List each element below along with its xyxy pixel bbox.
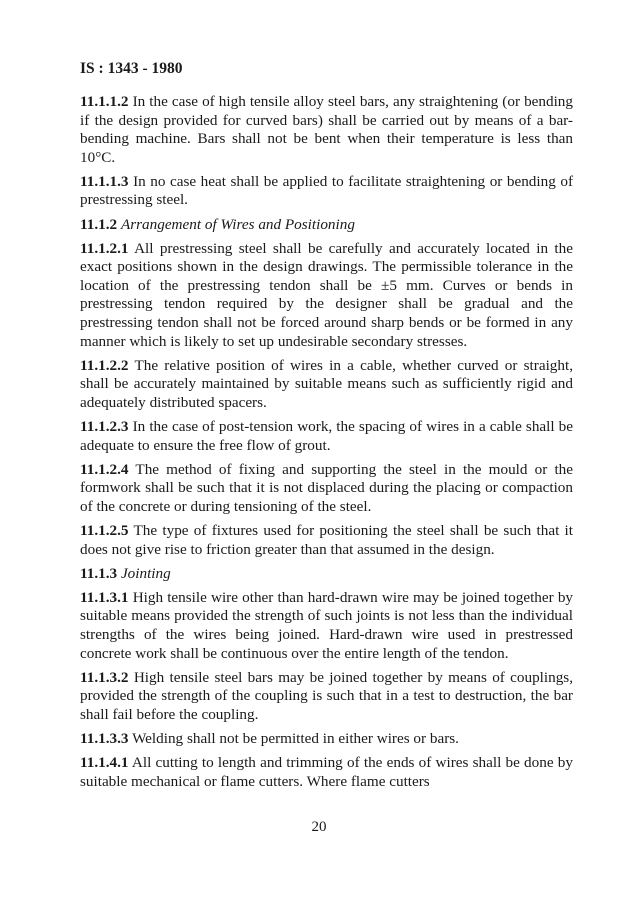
clause-number: 11.1.2.4 (80, 460, 129, 478)
clause-number: 11.1.3.3 (80, 729, 129, 747)
clause-11-1-4-1 (80, 754, 573, 791)
clause-11-1-3-1 (80, 589, 573, 663)
page-number: 20 (311, 819, 327, 835)
clause-11-1-2-4 (80, 461, 573, 517)
clause-11-1-2-1 (80, 240, 573, 352)
section-title: Jointing (120, 564, 171, 582)
document-page (80, 60, 573, 797)
clause-text: High tensile steel bars may be joined together by means of couplings, provided the strength of the coupling is such that in a test to destruction, the bar shall fail before the coupling. (80, 668, 574, 723)
clause-11-1-3-2 (80, 669, 573, 725)
standard-header: IS : 1343 - 1980 (80, 60, 183, 77)
clause-number: 11.1.4.1 (80, 754, 129, 771)
clause-text: In the case of high tensile alloy steel bars, any straightening (or bending if the design provided for curved bars) shall be carried out by means of a bar-bending machine. Bars shall not be bent when their temperature is less than 10°C. (80, 93, 573, 166)
clause-number: 11.1.1.3 (80, 172, 129, 190)
clause-11-1-2-3 (80, 418, 573, 455)
clause-number: 11.1.1.2 (80, 93, 129, 110)
clause-11-1-1-3 (80, 173, 573, 210)
clause-11-1-2-5 (80, 522, 573, 559)
clause-number: 11.1.3.2 (80, 668, 129, 686)
clause-text: Welding shall not be permitted in either wires or bars. (132, 729, 459, 747)
clause-11-1-1-2 (80, 93, 573, 167)
section-title: Arrangement of Wires and Positioning (120, 215, 355, 233)
clause-11-1-3-3 (80, 730, 573, 749)
section-11-1-3-heading (80, 565, 573, 584)
clause-text: The relative position of wires in a cable, whether curved or straight, shall be accurately maintained by suitable means such as sufficiently rigid and adequately distributed spacers. (80, 356, 573, 411)
clause-number: 11.1.2.5 (80, 521, 129, 539)
section-number: 11.1.3 (80, 564, 118, 582)
clause-text: In the case of post-tension work, the spacing of wires in a cable shall be adequate to ensure the free flow of grout. (80, 418, 573, 454)
clause-number: 11.1.2.3 (80, 418, 129, 435)
clause-11-1-2-2 (80, 357, 573, 413)
section-number: 11.1.2 (80, 215, 118, 233)
clause-number: 11.1.2.1 (80, 239, 129, 257)
section-11-1-2-heading (80, 216, 573, 235)
clause-text: All prestressing steel shall be carefully and accurately located in the exact positions shown in the design drawings. The permissible tolerance in the location of the prestressing tendon shall be ±5 mm. Curves or bends in prestressing tendon required by the designer shall be gradual and the prestressing tendon shall not be forced around sharp bends or be formed in any manner which is likely to set up undesirable secondary stresses. (80, 239, 573, 350)
clause-text: In no case heat shall be applied to facilitate straightening or bending of prestressing steel. (80, 172, 574, 209)
clause-text: High tensile wire other than hard-drawn wire may be joined together by suitable means provided the strength of such joints is not less than the individual strengths of the wires being joined. Hard-drawn wire used in prestressed concrete work shall be continuous over the entire length of the tendon. (80, 588, 574, 662)
clause-number: 11.1.3.1 (80, 588, 129, 606)
clause-text: All cutting to length and trimming of the ends of wires shall be done by suitable mechanical or flame cutters. Where flame cutters (80, 754, 573, 790)
clause-text: The method of fixing and supporting the steel in the mould or the formwork shall be such that it is not displaced during the placing or compaction of the concrete or during tensioning of the steel. (80, 460, 573, 515)
clause-text: The type of fixtures used for positioning the steel shall be such that it does not give rise to friction greater than that assumed in the design. (80, 521, 573, 558)
clause-number: 11.1.2.2 (80, 356, 129, 374)
